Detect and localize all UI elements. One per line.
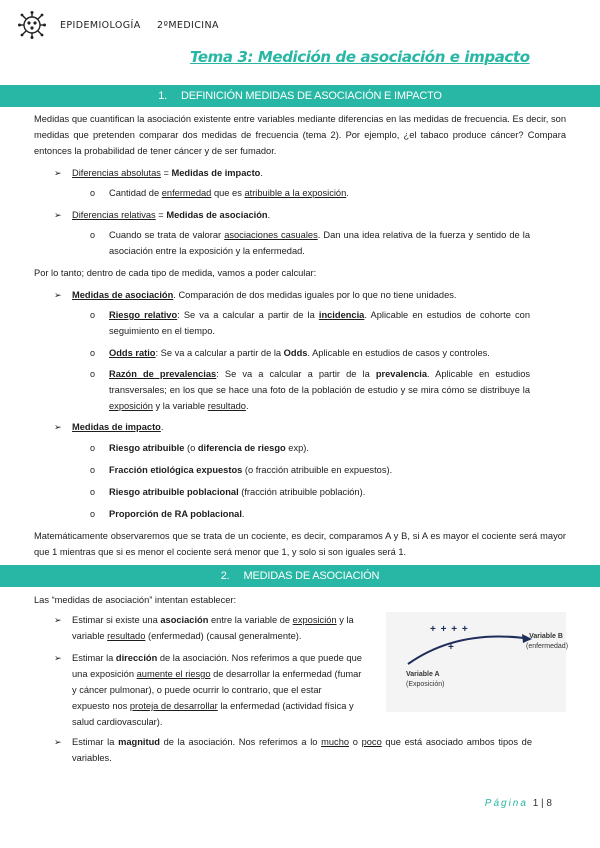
i3-name: Riesgo atribuible poblacional <box>109 487 239 497</box>
rp-f: resultado <box>207 401 246 411</box>
sub-item-proporcion-ra <box>90 506 530 522</box>
var-b-label: Variable B <box>529 633 563 640</box>
e2-e: aumente el riesgo <box>136 669 211 679</box>
e1-c: entre la variable de <box>208 615 293 625</box>
rp-c: . Aplicable en estudios transversales; en los que se hace una foto de la población de estudio y se mira cómo se distribuye la <box>109 369 531 395</box>
por-lo-tanto-text: Por lo tanto; dentro de cada tipo de medida, vamos a poder calcular: <box>34 268 317 278</box>
association-curve-icon <box>386 612 569 712</box>
e2-a: Estimar la <box>72 653 116 663</box>
section-1-header <box>0 85 600 107</box>
math-text: Matemáticamente observaremos que se trata de un cociente, es decir, comparamos A y B, si A es mayor el cociente será mayor que 1 mientras que si es menor el cociente será menor que 1, y solo si son iguales será 1. <box>34 531 566 557</box>
e1-a: Estimar si existe una <box>72 615 161 625</box>
i4-a: . <box>241 509 245 519</box>
e3-g: que está asociado ambos tipos de variables. <box>72 737 532 763</box>
arrow-bullet-icon: ➢ <box>54 615 62 625</box>
section-2-title: MEDIDAS DE ASOCIACIÓN <box>243 570 380 582</box>
rp-a: : Se va a calcular a partir de la <box>216 369 376 379</box>
e2-j: la enfermedad (actividad física y <box>217 701 354 711</box>
dif-rel-sub-b: asociaciones casuales <box>224 230 318 240</box>
e2-c: de la asociación. Nos referimos a que puede que <box>157 653 362 663</box>
intro-paragraph <box>34 111 566 159</box>
dif-rel-label: Diferencias relativas <box>72 210 156 220</box>
e2-h: expuesto nos <box>72 701 130 711</box>
or-name: Odds ratio <box>109 348 156 358</box>
e3-b: magnitud <box>118 737 160 747</box>
impacto-end: . <box>160 422 164 432</box>
rp-b: prevalencia <box>375 369 428 379</box>
sub-item-riesgo-atribuible <box>90 440 530 456</box>
dif-rel-name: Medidas de asociación <box>166 210 268 220</box>
association-diagram <box>386 612 569 712</box>
arrow-bullet-icon: ➢ <box>54 290 62 300</box>
figure-plus-signs: + + + + <box>430 624 469 635</box>
e2-d: una exposición <box>72 669 137 679</box>
i1-a: (o <box>184 443 198 453</box>
sub-item-riesgo-poblacional <box>90 484 530 500</box>
circle-bullet-icon: o <box>90 369 96 379</box>
sub-item-dif-relativas <box>90 227 530 259</box>
i1-b: diferencia de riesgo <box>197 443 286 453</box>
section-2-number: 2. <box>220 570 230 582</box>
section-2-header <box>0 565 600 587</box>
dif-abs-label: Diferencias absolutas <box>72 168 161 178</box>
e3-d: mucho <box>321 737 350 747</box>
virus-logo-icon <box>18 11 46 39</box>
estimar-direccion-item <box>54 650 384 730</box>
circle-bullet-icon: o <box>90 465 96 475</box>
circle-bullet-icon: o <box>90 348 96 358</box>
math-paragraph <box>34 528 566 560</box>
por-lo-tanto-paragraph <box>34 265 566 281</box>
figure-variable-a <box>406 670 445 690</box>
e1-h: (enfermedad) (causal generalmente). <box>145 631 302 641</box>
e2-i: proteja de desarrollar <box>129 701 218 711</box>
circle-bullet-icon: o <box>90 310 96 320</box>
circle-bullet-icon: o <box>90 509 96 519</box>
arrow-bullet-icon: ➢ <box>54 653 62 663</box>
page-number: 1 | 8 <box>532 798 552 809</box>
dif-rel-end: . <box>267 210 271 220</box>
e2-k: salud cardiovascular). <box>72 717 163 727</box>
e2-f: de desarrollar la enfermedad (fumar <box>210 669 362 679</box>
estimar-asociacion-item <box>54 612 384 644</box>
page-title: Tema 3: Medición de asociación e impacto <box>190 48 530 66</box>
las-medidas-text: Las “medidas de asociación” intentan establecer: <box>34 595 237 605</box>
asoc-name: Medidas de asociación <box>72 290 174 300</box>
circle-bullet-icon: o <box>90 487 96 497</box>
arrow-bullet-icon: ➢ <box>54 210 62 220</box>
estimar-magnitud-item <box>54 734 532 766</box>
or-b: Odds <box>283 348 308 358</box>
rp-g: . <box>245 401 249 411</box>
las-medidas-paragraph <box>34 592 566 608</box>
subject-label: EPIDEMIOLOGÍA <box>60 20 141 31</box>
dif-abs-sub-a: Cantidad de <box>109 188 162 198</box>
e1-b: asociación <box>160 615 209 625</box>
e2-g: y cáncer pulmonar), o puede ocurrir lo contrario, que el estar <box>72 685 322 695</box>
e1-e: y la <box>336 615 354 625</box>
i2-a: (o fracción atribuible en expuestos). <box>242 465 393 475</box>
sub-item-razon-prevalencias <box>90 366 530 414</box>
dif-abs-eq: = <box>160 168 172 178</box>
or-a: : Se va a calcular a partir de la <box>155 348 284 358</box>
e1-g: resultado <box>107 631 146 641</box>
i4-name: Proporción de RA poblacional <box>109 509 242 519</box>
section-1-title: DEFINICIÓN MEDIDAS DE ASOCIACIÓN E IMPACTO <box>181 90 442 102</box>
arrow-bullet-icon: ➢ <box>54 422 62 432</box>
dif-abs-sub-b: enfermedad <box>161 188 212 198</box>
i2-name: Fracción etiológica expuestos <box>109 465 243 475</box>
e2-b: dirección <box>115 653 158 663</box>
intro-text: Medidas que cuantifican la asociación existente entre variables mediante diferencias en las medidas de frecuencia. Es decir, son medidas que pretenden comparar dos medidas de frecuencia (tema 2). Por ejemplo, ¿el tabaco produce cáncer? Compara entonces la probabilidad de tener cáncer y de ser fumador. <box>34 114 566 156</box>
dif-abs-sub-d: atribuible a la exposición <box>244 188 347 198</box>
e1-f: variable <box>72 631 108 641</box>
dif-abs-sub-c: que es <box>211 188 245 198</box>
arrow-bullet-icon: ➢ <box>54 737 62 747</box>
dif-abs-name: Medidas de impacto <box>171 168 261 178</box>
circle-bullet-icon: o <box>90 230 96 240</box>
or-c: . Aplicable en estudios de casos y controles. <box>307 348 490 358</box>
circle-bullet-icon: o <box>90 188 96 198</box>
dif-rel-eq: = <box>155 210 167 220</box>
e3-f: poco <box>361 737 382 747</box>
page-footer <box>485 798 552 809</box>
dif-abs-end: . <box>260 168 263 178</box>
i1-name: Riesgo atribuible <box>109 443 185 453</box>
sub-item-riesgo-relativo <box>90 307 530 339</box>
e3-c: de la asociación. Nos referimos a lo <box>159 737 322 747</box>
figure-variable-b <box>526 632 569 652</box>
course-label: 2ºMEDICINA <box>157 20 219 31</box>
e1-d: exposición <box>292 615 337 625</box>
section-1-number: 1. <box>158 90 168 102</box>
sub-item-dif-absolutas <box>90 185 530 201</box>
dif-rel-sub-a: Cuando se trata de valorar <box>109 230 225 240</box>
dif-abs-sub-e: . <box>346 188 349 198</box>
arrow-bullet-icon: ➢ <box>54 168 62 178</box>
rr-c: . Aplicable en estudios de cohorte con seguimiento en el tiempo. <box>109 310 530 336</box>
footer-label: Página <box>484 798 528 809</box>
rr-a: : Se va a calcular a partir de la <box>177 310 319 320</box>
asoc-desc: . Comparación de dos medidas iguales por lo que no tiene unidades. <box>173 290 457 300</box>
circle-bullet-icon: o <box>90 443 96 453</box>
i1-c: exp). <box>285 443 309 453</box>
sub-item-odds-ratio <box>90 345 530 361</box>
rr-name: Riesgo relativo <box>109 310 178 320</box>
dif-rel-sub-c: . Dan una idea relativa de la fuerza y sentido de la asociación entre la exposición y la enfermedad. <box>109 230 530 256</box>
rr-b: incidencia <box>318 310 365 320</box>
sub-item-fraccion-etiologica <box>90 462 530 478</box>
figure-plus-sign-2: + <box>448 642 454 653</box>
rp-e: y la variable <box>152 401 208 411</box>
e3-a: Estimar la <box>72 737 119 747</box>
var-a-sub: (Exposición) <box>406 681 445 688</box>
impacto-name: Medidas de impacto <box>72 422 161 432</box>
i3-a: (fracción atribuible población). <box>238 487 366 497</box>
var-b-sub: (enfermedad) <box>526 643 569 650</box>
rp-name: Razón de prevalencias <box>109 369 217 379</box>
rp-d: exposición <box>109 401 153 411</box>
e3-e: o <box>349 737 362 747</box>
var-a-label: Variable A <box>406 671 440 678</box>
